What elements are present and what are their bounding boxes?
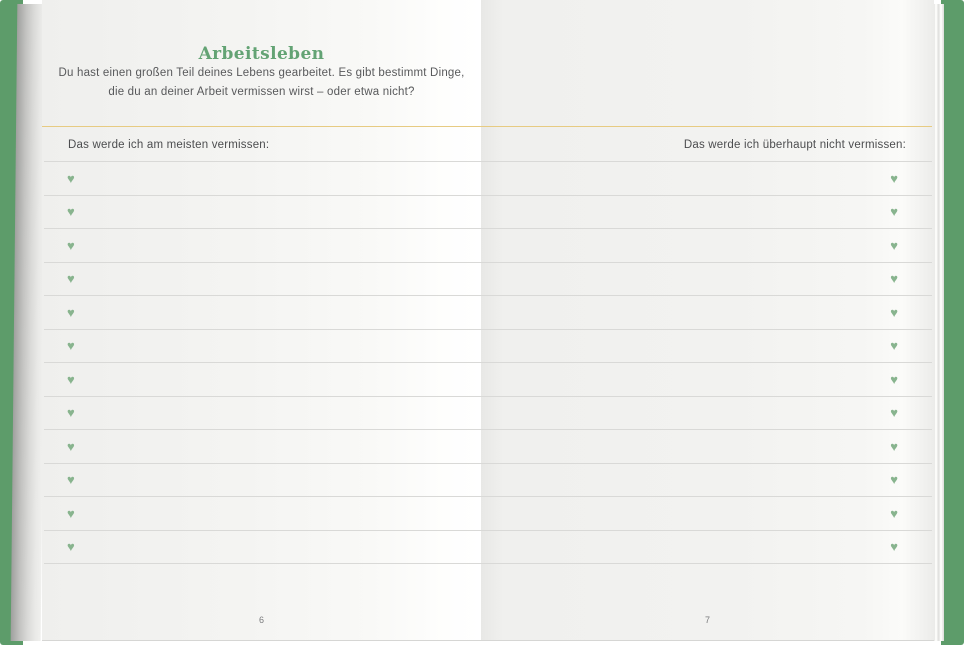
book-cover-right [941, 0, 964, 645]
heart-icon: ♥ [890, 539, 898, 555]
column-headers [42, 136, 934, 160]
page-number-right: 7 [704, 615, 710, 625]
entry-line [44, 330, 932, 364]
heart-icon: ♥ [890, 204, 898, 220]
heart-icon: ♥ [67, 170, 75, 186]
heart-icon: ♥ [890, 405, 898, 421]
heart-icon: ♥ [67, 371, 75, 387]
chapter-intro-line-2: die du an deiner Arbeit vermissen wirst – oder etwa nicht? [108, 86, 415, 98]
entry-line [44, 497, 932, 531]
gold-divider [42, 126, 932, 127]
heart-icon: ♥ [67, 204, 75, 220]
chapter-intro-line-1: Du hast einen großen Teil deines Lebens gearbeitet. Es gibt bestimmt Dinge, [58, 67, 465, 79]
heart-icon: ♥ [890, 170, 898, 186]
heart-icon: ♥ [890, 271, 898, 287]
entry-line [44, 229, 932, 263]
heart-icon: ♥ [67, 438, 75, 454]
entry-lines [44, 161, 932, 564]
entry-line [44, 464, 932, 498]
heart-icon: ♥ [890, 371, 898, 387]
entry-line [44, 162, 932, 196]
entry-line [44, 397, 932, 431]
heart-icon: ♥ [890, 472, 898, 488]
page-content [42, 0, 934, 640]
heart-icon: ♥ [890, 237, 898, 253]
entry-line [44, 430, 932, 464]
heart-icon: ♥ [67, 271, 75, 287]
entry-line [44, 196, 932, 230]
right-column-header: Das werde ich überhaupt nicht vermissen: [683, 139, 906, 151]
heart-icon: ♥ [67, 472, 75, 488]
heart-icon: ♥ [890, 438, 898, 454]
heart-icon: ♥ [67, 338, 75, 354]
heart-icon: ♥ [67, 405, 75, 421]
open-pages [42, 0, 934, 641]
entry-line [44, 296, 932, 330]
heart-icon: ♥ [890, 304, 898, 320]
heart-icon: ♥ [67, 539, 75, 555]
heart-icon: ♥ [67, 304, 75, 320]
entry-line [44, 531, 932, 565]
entry-line [44, 363, 932, 397]
heart-icon: ♥ [67, 505, 75, 521]
entry-line [44, 263, 932, 297]
chapter-title: Arbeitsleben [198, 44, 325, 64]
left-column-header: Das werde ich am meisten vermissen: [68, 139, 270, 151]
heart-icon: ♥ [67, 237, 75, 253]
page-number-left: 6 [258, 615, 264, 625]
heart-icon: ♥ [890, 505, 898, 521]
heart-icon: ♥ [890, 338, 898, 354]
